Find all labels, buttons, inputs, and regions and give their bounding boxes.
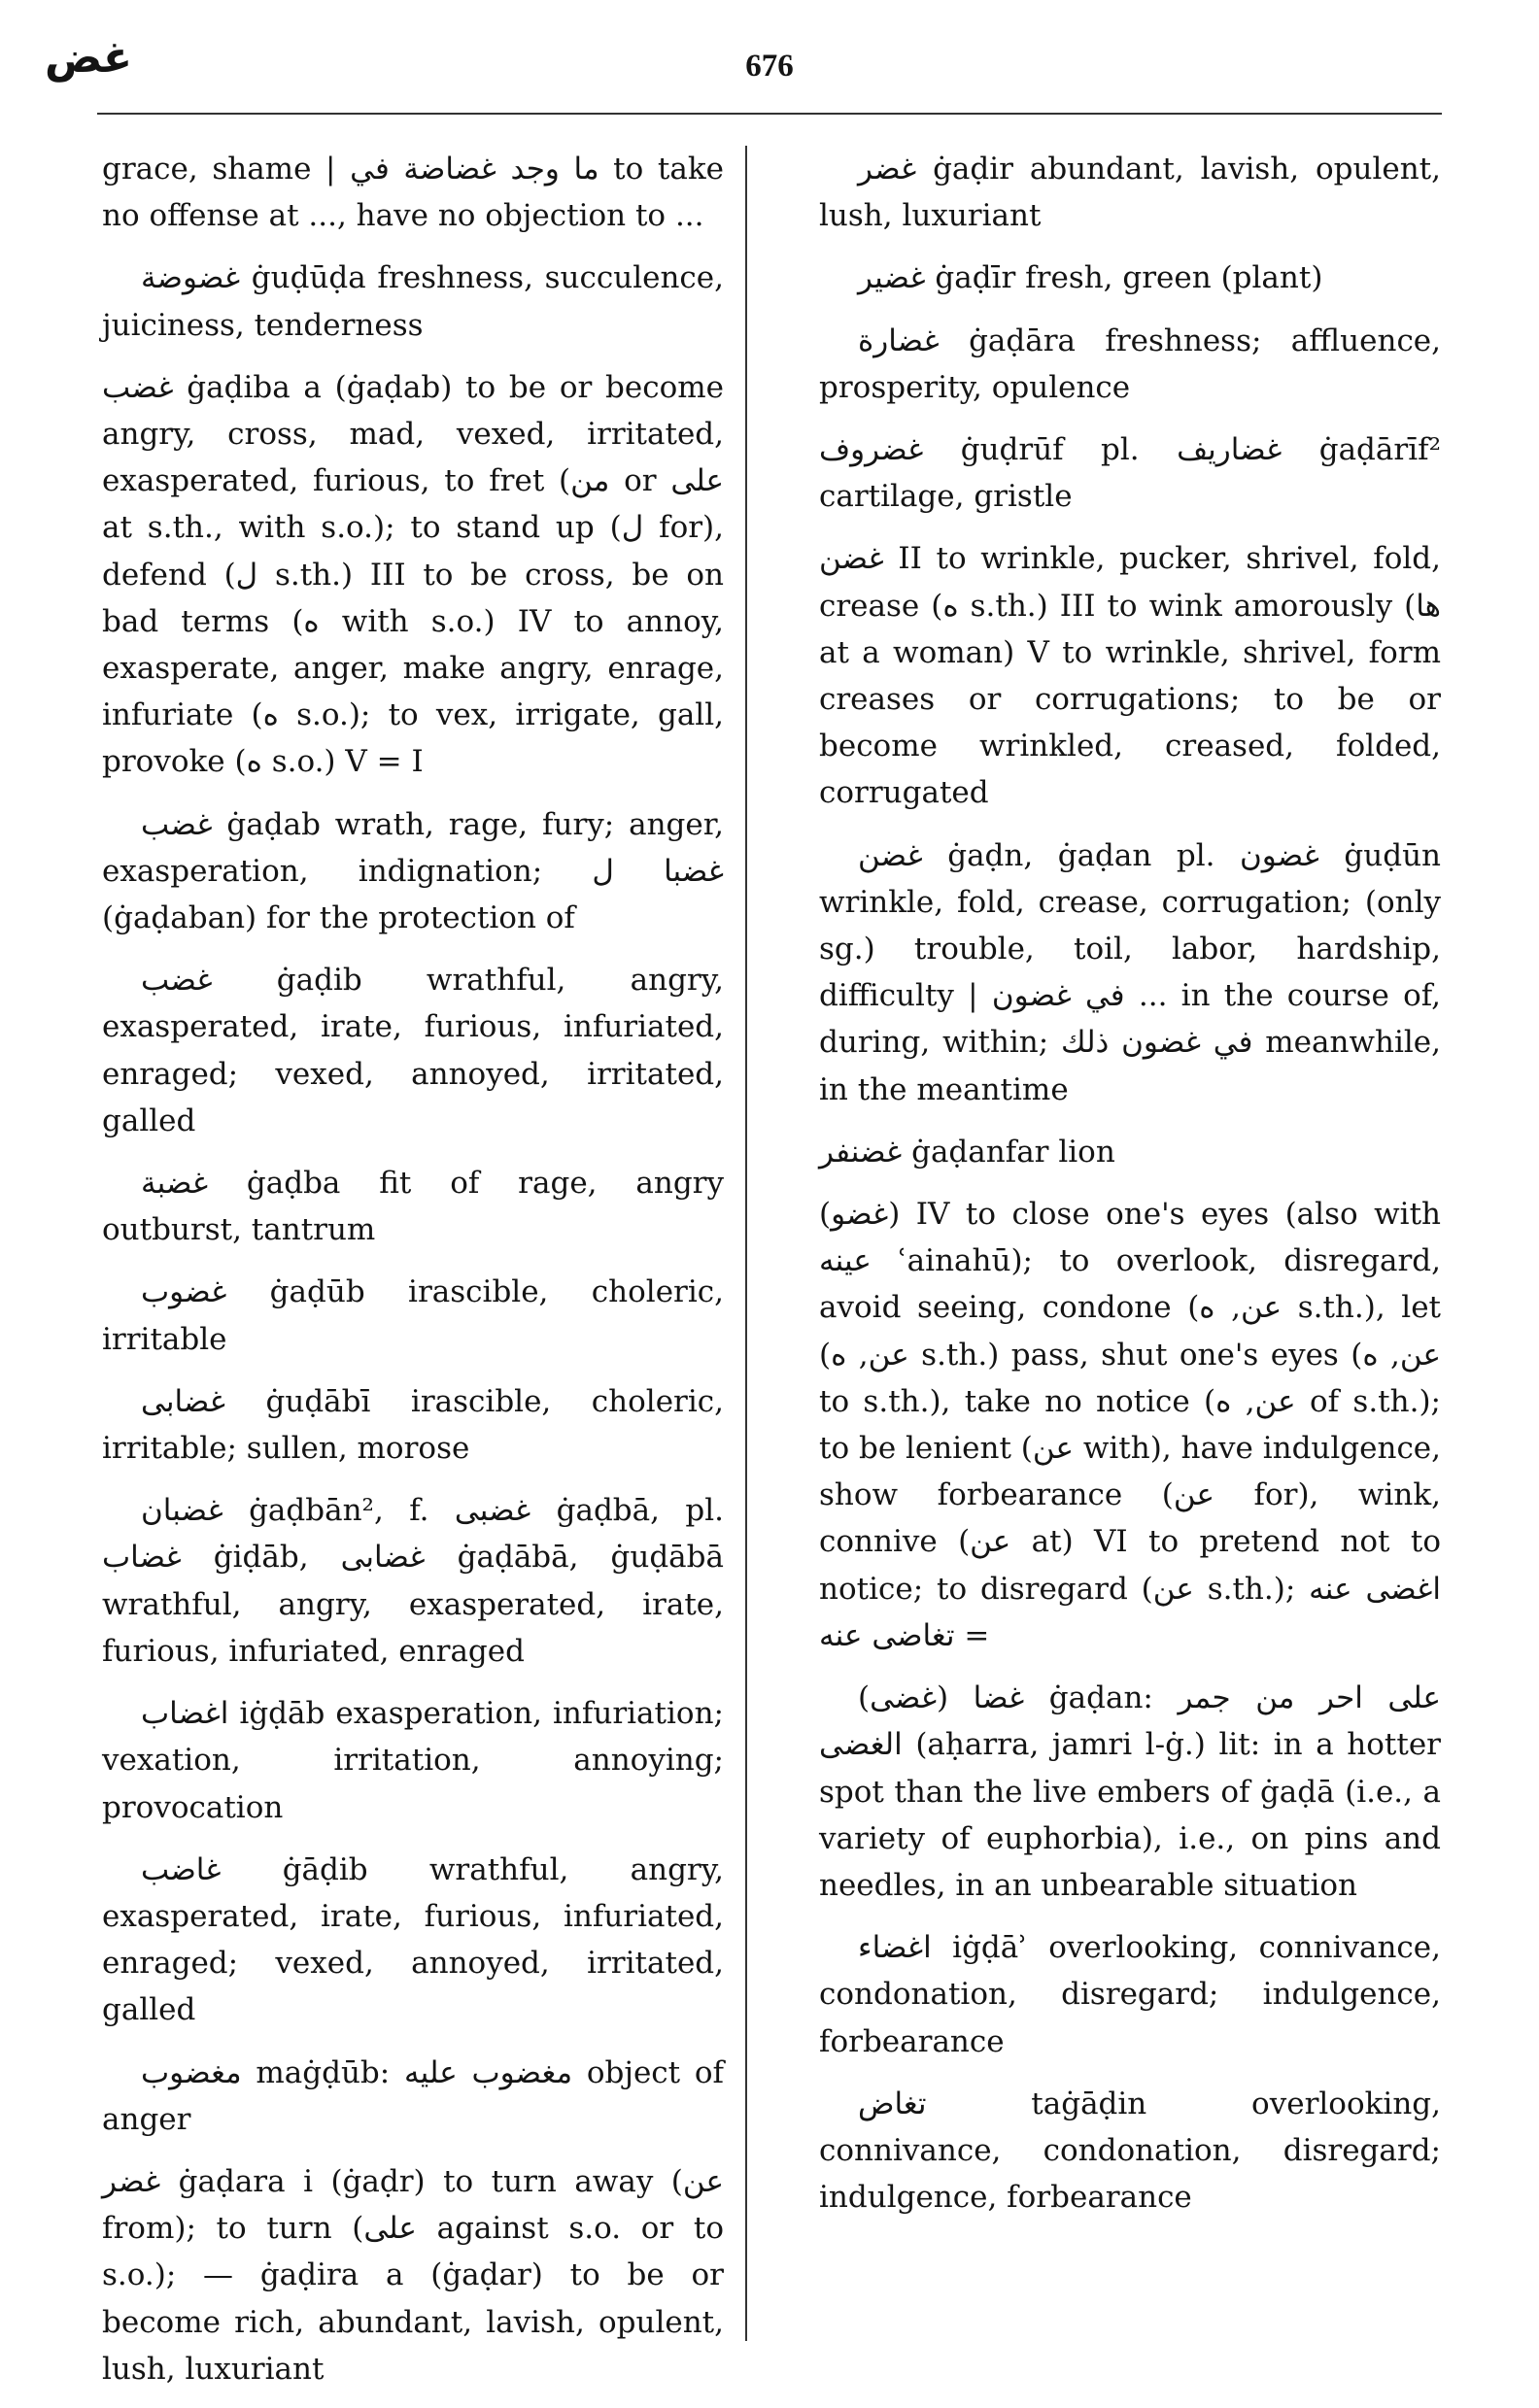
dictionary-entry: تغاض taġāḍin overlooking, connivance, condonation, disregard; indulgence, forbearance	[819, 2086, 1441, 2216]
column-divider	[745, 146, 747, 2341]
dictionary-entry: غضن ġaḍn, ġaḍan pl. غضون ġuḍūn wrinkle, fold, crease, corrugation; (only sg.) trouble, toil, labor, hardship, difficulty | في غضون ... in the course of, during, within; في غضون ذلك meanwhile, in the meantime	[819, 837, 1441, 1107]
dictionary-entry: غضب ġaḍiba a (ġaḍab) to be or become angry, cross, mad, vexed, irritated, exasperated, furious, to fret (من or على at s.th., with s.o.); to stand up (ل for), defend (ل s.th.) III to be cross, be on bad terms (ه with s.o.) IV to annoy, exasperate, anger, make angry, enrage, infuriate (ه s.o.); to vex, irrigate, gall, provoke (ه s.o.) V = I	[102, 369, 725, 780]
dictionary-entry: اغضاء iġḍāʾ overlooking, connivance, condonation, disregard; indulgence, forbearance	[819, 1930, 1441, 2059]
dictionary-entry: غضير ġaḍīr fresh, green (plant)	[858, 260, 1323, 296]
dictionary-entry: غضب ġaḍab wrath, rage, fury; anger, exasperation, indignation; غضبا ل (ġaḍaban) for the protection of	[102, 806, 724, 936]
dictionary-entry: غضابى ġuḍābī irascible, choleric, irritable; sullen, morose	[102, 1383, 724, 1467]
dictionary-entry: غضبة ġaḍba fit of rage, angry outburst, tantrum	[102, 1166, 724, 1248]
header-rule	[97, 113, 1442, 115]
guide-word: غض	[45, 33, 133, 83]
dictionary-entry: غضا (غضى) ġaḍan: على احر من جمر الغضى (aḥarra, jamri l-ġ.) lit: in a hotter spot than the live embers of ġaḍā (i.e., a variety of euphorbia), i.e., on pins and needles, in an unbearable situation	[819, 1680, 1442, 1903]
page-number: 676	[745, 49, 794, 84]
left-column	[102, 146, 724, 2408]
dictionary-entry: غضروف ġuḍrūf pl. غضاريف ġaḍārīf² cartilage, gristle	[819, 432, 1442, 515]
dictionary-entry: غضر ġaḍara i (ġaḍr) to turn away (عن from); to turn (على against s.o. or to s.o.); — ġaḍira a (ġaḍar) to be or become rich, abundant, lavish, opulent, lush, luxuriant	[102, 2163, 725, 2387]
dictionary-entry: grace, shame | ما وجد غضاضة في to take no offense at ..., have no objection to ...	[102, 152, 724, 234]
dictionary-entry: (غضو) IV to close one's eyes (also with عينه ʿainahū); to overlook, disregard, avoid seeing, condone (عن, ه s.th.), let (عن, ه s.th.) pass, shut one's eyes (عن, ه to s.th.), take no notice (عن, ه of s.th.); to be lenient (عن with), have indulgence, show forbearance (عن for), wink, connive (عن at) VI to pretend not to notice; to disregard (عن s.th.); اغضى عنه = تغاضى عنه	[819, 1197, 1442, 1653]
dictionary-entry: غضب ġaḍib wrathful, angry, exasperated, irate, furious, infuriated, enraged; vexed, annoyed, irritated, galled	[102, 963, 724, 1138]
dictionary-entry: غضارة ġaḍāra freshness; affluence, prosperity, opulence	[819, 322, 1441, 405]
dictionary-entry: غضر ġaḍir abundant, lavish, opulent, lush, luxuriant	[819, 152, 1441, 234]
dictionary-entry: غضن II to wrinkle, pucker, shrivel, fold, crease (ه s.th.) III to wink amorously (ها at a woman) V to wrinkle, shrivel, form creases or corrugations; to be or become wrinkled, creased, folded, corrugated	[819, 541, 1441, 811]
right-column	[819, 146, 1441, 2236]
page-header	[0, 0, 1539, 121]
dictionary-entry: غضوضة ġuḍūḍa freshness, succulence, juiciness, tenderness	[102, 260, 724, 343]
dictionary-entry: غضوب ġaḍūb irascible, choleric, irritable	[102, 1274, 724, 1357]
dictionary-entry: اغضاب iġḍāb exasperation, infuriation; vexation, irritation, annoying; provocation	[102, 1696, 724, 1825]
dictionary-entry: غاضب ġāḍib wrathful, angry, exasperated, irate, furious, infuriated, enraged; vexed, annoyed, irritated, galled	[102, 1851, 724, 2028]
dictionary-entry: غضنفر ġaḍanfar lion	[819, 1134, 1115, 1170]
dictionary-entry: مغضوب maġḍūb: مغضوب عليه object of anger	[102, 2054, 724, 2137]
dictionary-entry: غضبان ġaḍbān², f. غضبى ġaḍbā, pl. غضاب ġiḍāb, غضابى ġaḍābā, ġuḍābā wrathful, angry, exasperated, irate, furious, infuriated, enraged	[102, 1493, 725, 1669]
